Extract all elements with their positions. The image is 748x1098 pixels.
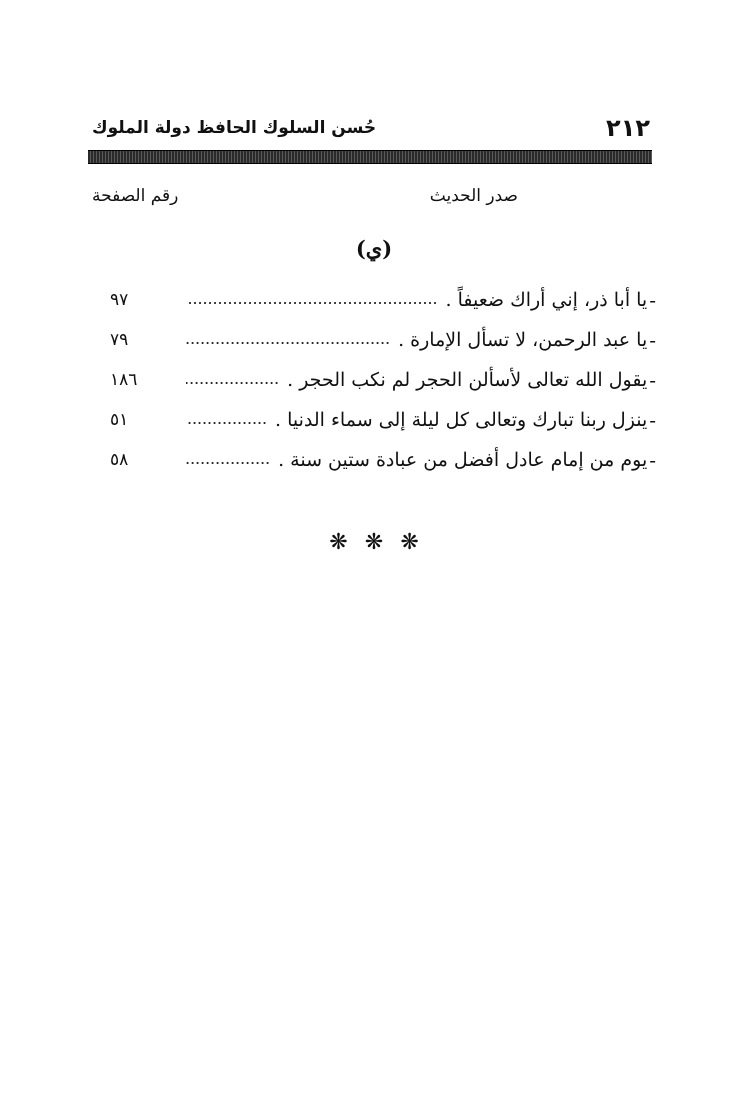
entry-dash: - <box>649 408 656 432</box>
entry-page-number: ٥١ <box>110 410 129 430</box>
header-rule <box>88 150 652 164</box>
entry-page-number: ٥٨ <box>110 450 129 470</box>
column-header-hadith: صدر الحديث <box>429 186 518 206</box>
index-entry <box>110 280 656 320</box>
section-end-ornaments <box>0 530 748 555</box>
entry-text: يا أبا ذر، إني أراك ضعيفاً . <box>445 289 648 311</box>
entry-dash: - <box>649 368 656 392</box>
book-title: حُسن السلوك الحافظ دولة الملوك <box>92 118 377 138</box>
dot-leader <box>186 456 270 470</box>
asterisk-flower-icon: ❋ <box>364 530 384 555</box>
running-header <box>92 112 650 146</box>
asterisk-flower-icon: ❋ <box>329 530 348 555</box>
entry-text: يقول الله تعالى لأسألن الحجر لم نكب الحجر . <box>287 369 648 391</box>
entry-page-number: ١٨٦ <box>110 370 138 390</box>
index-entry <box>110 320 656 360</box>
page-number: ٢١٢ <box>606 114 650 142</box>
entry-page-number: ٧٩ <box>110 330 129 350</box>
entry-dash: - <box>649 288 656 312</box>
index-entries <box>110 280 656 480</box>
dot-leader <box>186 376 279 390</box>
index-entry <box>110 440 656 480</box>
dot-leader <box>186 336 390 350</box>
entry-dash: - <box>649 448 656 472</box>
entry-text: يوم من إمام عادل أفضل من عبادة ستين سنة . <box>278 449 648 471</box>
entry-dash: - <box>649 328 656 352</box>
dot-leader <box>186 416 267 430</box>
column-headers <box>92 186 650 216</box>
entry-text: يا عبد الرحمن، لا تسأل الإمارة . <box>398 329 648 351</box>
dot-leader <box>186 296 438 310</box>
section-letter: (ي) <box>355 236 393 261</box>
index-entry <box>110 360 656 400</box>
column-header-page: رقم الصفحة <box>92 186 179 206</box>
entry-page-number: ٩٧ <box>110 290 129 310</box>
entry-text: ينزل ربنا تبارك وتعالى كل ليلة إلى سماء الدنيا . <box>275 409 648 431</box>
asterisk-flower-icon: ❋ <box>400 530 419 555</box>
index-entry <box>110 400 656 440</box>
